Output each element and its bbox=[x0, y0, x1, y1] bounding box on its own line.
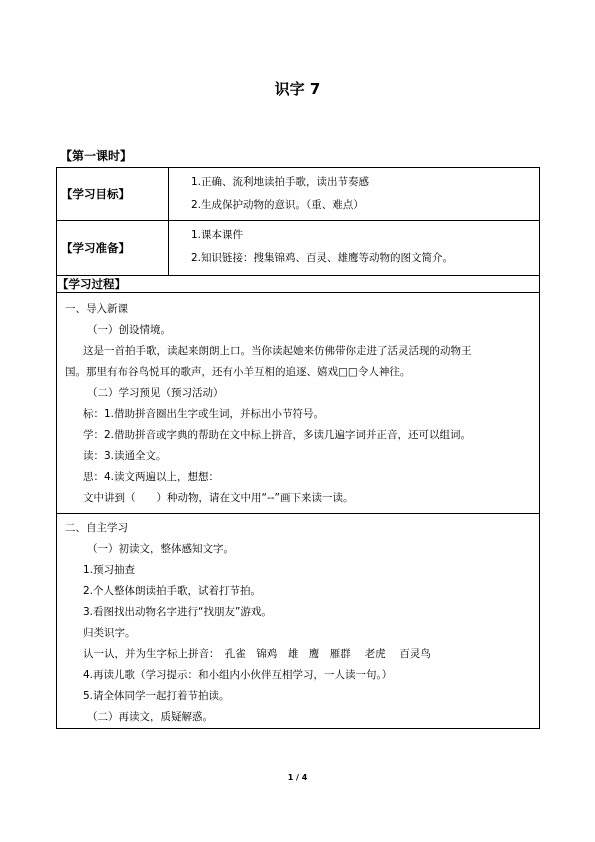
part2-line: 归类识字。 bbox=[83, 627, 136, 639]
lesson-label: 【第一课时】 bbox=[60, 149, 133, 163]
part1-line: 国。那里有布谷鸟悦耳的歌声，还有小羊互相的追逐、嬉戏□□令人神往。 bbox=[65, 366, 411, 378]
part1-heading: 一、导入新课 bbox=[65, 303, 128, 315]
goals-content bbox=[169, 168, 540, 221]
part2-line: 认一认，并为生字标上拼音： 孔雀 锦鸡 雄 鹰 雁群 老虎 百灵鸟 bbox=[83, 648, 431, 660]
part2-line: （二）再读文，质疑解惑。 bbox=[87, 711, 213, 723]
goals-row bbox=[57, 168, 540, 221]
part2-line: （一）初读文，整体感知文字。 bbox=[87, 543, 234, 555]
part1-line: 读：3.读通全文。 bbox=[83, 450, 167, 462]
part1-line: （一）创设情境。 bbox=[87, 324, 171, 336]
process-label: 【学习过程】 bbox=[57, 276, 540, 293]
part2-heading: 二、自主学习 bbox=[65, 522, 128, 534]
page-number: 1 / 4 bbox=[287, 773, 308, 782]
part2-line: 1.预习抽查 bbox=[83, 564, 136, 576]
prep-row bbox=[57, 221, 540, 276]
part1-line: 学：2.借助拼音或字典的帮助在文中标上拼音，多读几遍字词并正音，还可以组词。 bbox=[83, 429, 472, 441]
prep-label: 【学习准备】 bbox=[57, 221, 169, 276]
part1-line: 思：4.读文两遍以上，想想： bbox=[83, 471, 220, 483]
lesson-table bbox=[56, 167, 540, 729]
part2-line: 2.个人整体朗读拍手歌，试着打节拍。 bbox=[83, 585, 262, 597]
part1-line: 这是一首拍手歌，读起来朗朗上口。当你读起她来仿佛带你走进了活灵活现的动物王 bbox=[83, 345, 472, 357]
part1-line: 标：1.借助拼音圈出生字或生词，并标出小节符号。 bbox=[83, 408, 325, 420]
process-part1 bbox=[57, 293, 540, 514]
document-title: 识字 7 bbox=[274, 80, 321, 98]
part2-line: 5.请全体同学一起打着节拍读。 bbox=[83, 690, 230, 702]
prep-item: 2.知识链接：搜集锦鸡、百灵、雄鹰等动物的图文简介。 bbox=[191, 252, 454, 264]
part1-line: 文中讲到（ ）种动物，请在文中用“--”画下来读一读。 bbox=[83, 492, 354, 504]
goals-label: 【学习目标】 bbox=[57, 168, 169, 221]
process-part1-row bbox=[57, 293, 540, 514]
prep-content bbox=[169, 221, 540, 276]
process-header-row bbox=[57, 276, 540, 293]
goal-item: 2.生成保护动物的意识。（重、难点） bbox=[191, 199, 364, 211]
process-part2-row bbox=[57, 514, 540, 729]
part1-line: （二）学习预见（预习活动） bbox=[87, 387, 224, 399]
goal-item: 1.正确、流利地读拍手歌，读出节奏感 bbox=[191, 176, 370, 188]
prep-item: 1.课本课件 bbox=[191, 229, 244, 241]
process-part2 bbox=[57, 514, 540, 729]
part2-line: 4.再读儿歌（学习提示：和小组内小伙伴互相学习，一人读一句。） bbox=[83, 669, 393, 681]
part2-line: 3.看图找出动物名字进行“找朋友”游戏。 bbox=[83, 606, 272, 618]
